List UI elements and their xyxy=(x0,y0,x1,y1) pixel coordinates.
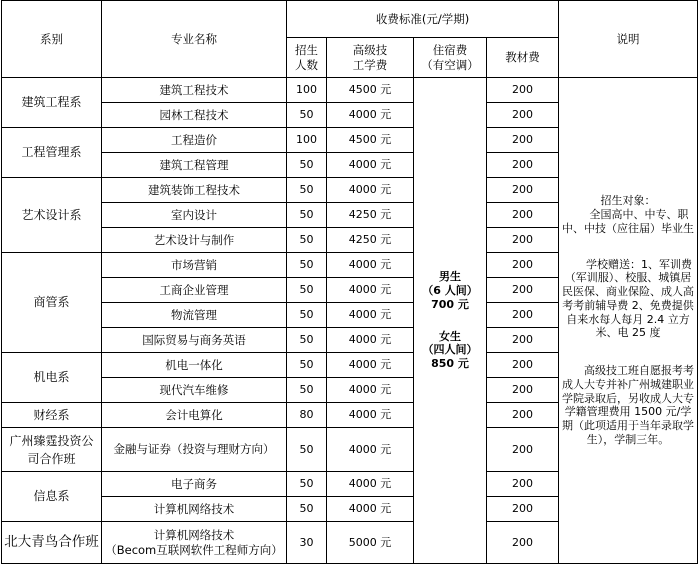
enrollment-cell: 50 xyxy=(287,103,327,128)
enrollment-cell: 50 xyxy=(287,378,327,403)
enrollment-cell: 50 xyxy=(287,228,327,253)
tuition-cell: 4500 元 xyxy=(327,78,414,103)
materials-cell: 200 xyxy=(487,378,559,403)
materials-cell: 200 xyxy=(487,328,559,353)
materials-cell: 200 xyxy=(487,103,559,128)
tuition-cell: 4000 元 xyxy=(327,103,414,128)
major-cell: 工程造价 xyxy=(102,128,287,153)
tuition-cell: 4000 元 xyxy=(327,353,414,378)
enrollment-cell: 50 xyxy=(287,278,327,303)
materials-cell: 200 xyxy=(487,203,559,228)
tuition-cell: 4000 元 xyxy=(327,472,414,497)
enrollment-cell: 50 xyxy=(287,472,327,497)
header-dorm: 住宿费 （有空调） xyxy=(414,38,487,78)
enrollment-cell: 50 xyxy=(287,178,327,203)
header-tuition: 高级技 工学费 xyxy=(327,38,414,78)
materials-cell: 200 xyxy=(487,428,559,472)
department-cell: 机电系 xyxy=(2,353,102,403)
notes-cell xyxy=(559,78,698,564)
tuition-cell: 4000 元 xyxy=(327,178,414,203)
major-cell: 会计电算化 xyxy=(102,403,287,428)
tuition-cell: 4500 元 xyxy=(327,128,414,153)
major-cell: 现代汽车维修 xyxy=(102,378,287,403)
department-cell: 北大青鸟合作班 xyxy=(2,522,102,564)
materials-cell: 200 xyxy=(487,178,559,203)
major-cell: 建筑工程管理 xyxy=(102,153,287,178)
enrollment-cell: 50 xyxy=(287,428,327,472)
enrollment-cell: 50 xyxy=(287,353,327,378)
header-fee-standard: 收费标准(元/学期) xyxy=(287,1,559,38)
tuition-cell: 4000 元 xyxy=(327,497,414,522)
major-cell: 市场营销 xyxy=(102,253,287,278)
department-cell: 工程管理系 xyxy=(2,128,102,178)
department-cell: 财经系 xyxy=(2,403,102,428)
materials-cell: 200 xyxy=(487,522,559,564)
enrollment-cell: 50 xyxy=(287,328,327,353)
enrollment-cell: 100 xyxy=(287,78,327,103)
department-cell: 建筑工程系 xyxy=(2,78,102,128)
header-notes: 说明 xyxy=(559,1,698,78)
major-cell: 工商企业管理 xyxy=(102,278,287,303)
header-major: 专业名称 xyxy=(102,1,287,78)
tuition-cell: 4000 元 xyxy=(327,303,414,328)
major-cell: 建筑工程技术 xyxy=(102,78,287,103)
major-cell: 电子商务 xyxy=(102,472,287,497)
materials-cell: 200 xyxy=(487,353,559,378)
department-cell: 广州臻霆投资公司合作班 xyxy=(2,428,102,472)
major-cell: 计算机网络技术 xyxy=(102,497,287,522)
materials-cell: 200 xyxy=(487,472,559,497)
materials-cell: 200 xyxy=(487,253,559,278)
major-cell: 物流管理 xyxy=(102,303,287,328)
materials-cell: 200 xyxy=(487,153,559,178)
tuition-cell: 4000 元 xyxy=(327,378,414,403)
department-cell: 信息系 xyxy=(2,472,102,522)
enrollment-cell: 50 xyxy=(287,153,327,178)
materials-cell: 200 xyxy=(487,403,559,428)
enrollment-cell: 80 xyxy=(287,403,327,428)
enrollment-cell: 50 xyxy=(287,253,327,278)
tuition-cell: 4000 元 xyxy=(327,328,414,353)
major-cell: 计算机网络技术 （Becom互联网软件工程师方向） xyxy=(102,522,287,564)
materials-cell: 200 xyxy=(487,228,559,253)
tuition-cell: 4000 元 xyxy=(327,278,414,303)
department-cell: 商管系 xyxy=(2,253,102,353)
materials-cell: 200 xyxy=(487,128,559,153)
major-cell: 园林工程技术 xyxy=(102,103,287,128)
major-cell: 国际贸易与商务英语 xyxy=(102,328,287,353)
materials-cell: 200 xyxy=(487,278,559,303)
major-cell: 艺术设计与制作 xyxy=(102,228,287,253)
major-cell: 机电一体化 xyxy=(102,353,287,378)
enrollment-cell: 30 xyxy=(287,522,327,564)
enrollment-cell: 50 xyxy=(287,203,327,228)
tuition-cell: 4000 元 xyxy=(327,403,414,428)
fee-table xyxy=(1,0,698,564)
enrollment-cell: 100 xyxy=(287,128,327,153)
header-materials: 教材费 xyxy=(487,38,559,78)
tuition-cell: 5000 元 xyxy=(327,522,414,564)
notes-target-title: 招生对象： xyxy=(600,194,656,208)
notes-target-text: 全国高中、中专、职中、中技（应往届）毕业生 xyxy=(562,208,695,235)
notes-gift: 学校赠送：1、军训费（军训服）、校服、城镇居民医保、商业保险、成人高考考前辅导费 2、免费提供自来水每人每月 2.4 立方米、电 25 度 xyxy=(562,257,695,340)
header-department: 系别 xyxy=(2,1,102,78)
materials-cell: 200 xyxy=(487,303,559,328)
enrollment-cell: 50 xyxy=(287,303,327,328)
tuition-cell: 4250 元 xyxy=(327,228,414,253)
header-enrollment: 招生 人数 xyxy=(287,38,327,78)
enrollment-cell: 50 xyxy=(287,497,327,522)
department-cell: 艺术设计系 xyxy=(2,178,102,253)
major-cell: 金融与证券（投资与理财方向） xyxy=(102,428,287,472)
dorm-fee-cell: 男生 （6 人间） 700 元 女生 （四人间） 850 元 xyxy=(414,78,487,564)
tuition-cell: 4250 元 xyxy=(327,203,414,228)
notes-extra: 高级技工班自愿报考考成人大专并补广州城建职业学院录取后，另收成人大专学籍管理费用 1500 元/学期（此项适用于当年录取学生），学制三年。 xyxy=(562,364,695,446)
major-cell: 室内设计 xyxy=(102,203,287,228)
major-cell: 建筑装饰工程技术 xyxy=(102,178,287,203)
tuition-cell: 4000 元 xyxy=(327,153,414,178)
tuition-cell: 4000 元 xyxy=(327,253,414,278)
materials-cell: 200 xyxy=(487,78,559,103)
materials-cell: 200 xyxy=(487,497,559,522)
tuition-cell: 4000 元 xyxy=(327,428,414,472)
